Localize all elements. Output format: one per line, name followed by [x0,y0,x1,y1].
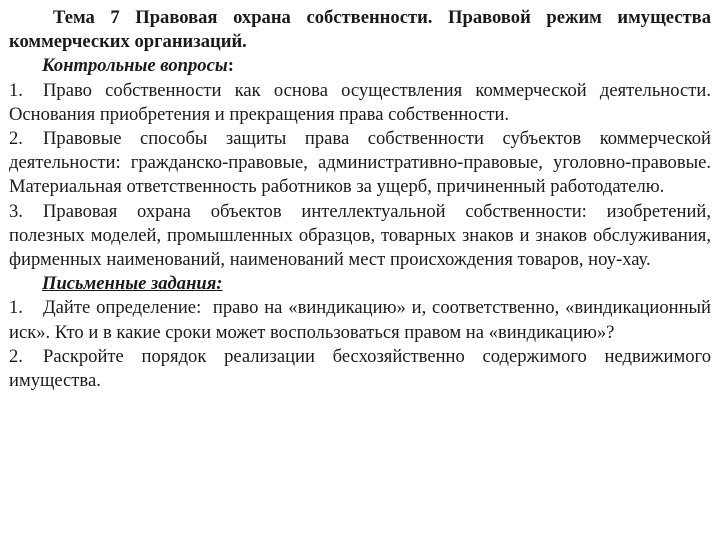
task-item-1 [9,296,716,344]
task-item-2 [9,345,711,393]
task-text: Раскройте порядок реализации бесхозяйственно содержимого недвижимого имущества. [9,345,711,392]
question-item-1 [9,79,711,127]
question-text: Правовая охрана объектов интеллектуальной собственности: изобретений, полезных моделей, промышленных образцов, товарных знаков и знаков обслуживания, фирменных наименований, наименований мест происхождения товаров, ноу-хау. [9,200,711,271]
task-text: Дайте определение: право на «виндикацию» и, соответственно, «виндикационный иск». Кто и в какие сроки может воспользоваться правом на «виндикацию»? [9,297,716,343]
written-tasks-heading-text: Письменные задания: [42,273,223,295]
question-number: 3. [9,200,23,222]
question-text: Право собственности как основа осуществления коммерческой деятельности. Основания приобретения и прекращения права собственности. [9,79,711,125]
question-number: 2. [9,128,23,150]
question-number: 1. [9,79,23,101]
heading-colon: : [227,55,234,77]
question-item-2 [9,127,711,200]
question-text: Правовые способы защиты права собственности субъектов коммерческой деятельности: гражданско-правовые, административно-правовые, уголовно-правовые. Материальная ответственность работников за ущерб, причиненный работодателю. [9,128,711,198]
control-questions-heading-text: Контрольные вопросы [42,55,228,77]
page-title: Тема 7 Правовая охрана собственности. Правовой режим имущества коммерческих организаций. [9,7,711,53]
control-questions-heading [9,54,711,78]
written-tasks-heading [9,272,711,296]
task-number: 2. [9,345,23,367]
question-item-3 [9,200,711,273]
task-number: 1. [9,297,23,319]
